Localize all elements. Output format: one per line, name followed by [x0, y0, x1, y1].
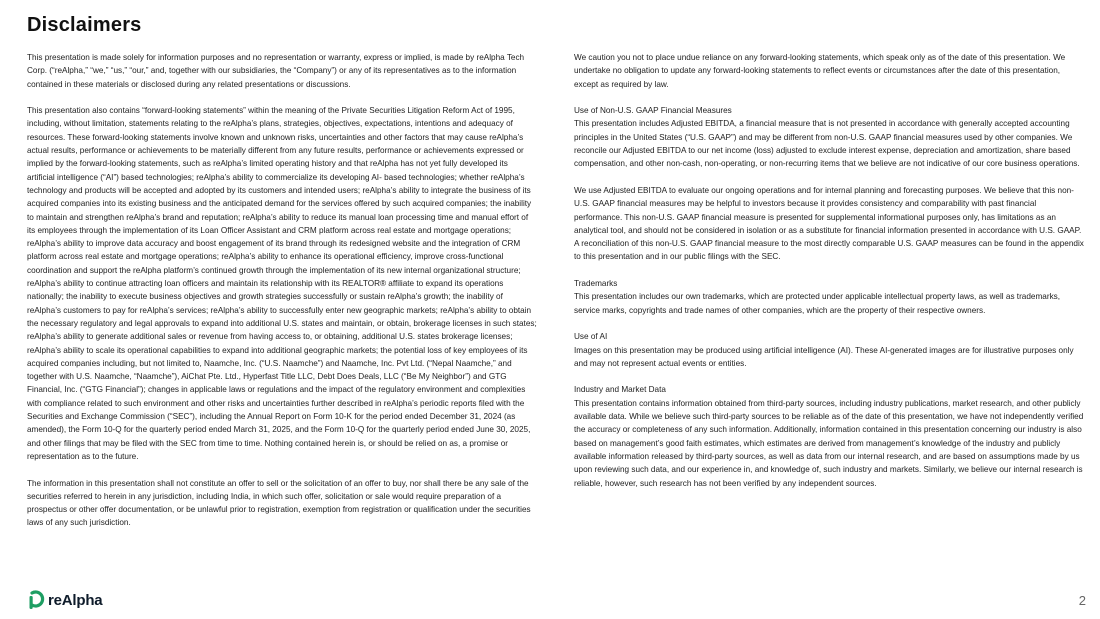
trademarks-paragraph: This presentation includes our own trademarks, which are protected under applicable intellectual property laws, as well as trademarks, service marks, copyrights and trade names of other companies, which are the property of their respective owners.: [574, 292, 1061, 315]
undue-reliance-paragraph: We caution you not to place undue reliance on any forward-looking statements, which speak only as of the date of this presentation. We undertake no obligation to update any forward-looking statements to reflect events or circumstances after the date of this presentation, except as required by law.: [574, 53, 1066, 89]
use-of-ai-heading: Use of AI: [574, 332, 608, 342]
trademarks-heading: Trademarks: [574, 279, 618, 289]
page-title: Disclaimers: [27, 14, 142, 36]
no-offer-paragraph: The information in this presentation shall not constitute an offer to sell or the solicitation of an offer to buy, nor shall there be any sale of the securities referred to herein in any jurisdiction, including India, in which such offer, solicitation or sale would require preparation of a prospectus or other offer documentation, or be unlawful prior to registration, exemption from registration or qualification under the securities laws of any such jurisdiction.: [27, 478, 531, 528]
disclaimer-intro-paragraph: This presentation is made solely for information purposes and no representation or warranty, express or implied, is made by reAlpha Tech Corp. (“reAlpha,” “we,” “us,” “our,” and, together with our subsidiaries, the “Company”) or any of its representatives as to the information contained in these materials or disclosed during any related presentations or discussions.: [27, 53, 525, 89]
left-column: [27, 51, 537, 543]
industry-market-data-paragraph: This presentation contains information obtained from third-party sources, including industry publications, market research, and other publicly available data. While we believe such third-party sources to be reliable as of the date of this presentation, we have not independently verified the accuracy or completeness of any such information. Additionally, information contained in this presentation concerning our industry is also based on management’s good faith estimates, which estimates are derived from management’s knowledge of the industry and publicly available information released by third-party sources, as well as data from our internal research, and are based on assumptions made by us upon reviewing such data, and our experience in, and knowledge of, such industry and markets. Similarly, we believe our internal research is reliable, however, such research has not been verified by any independent sources.: [574, 398, 1084, 488]
realpha-logo-icon: [28, 590, 46, 610]
use-of-ai-paragraph: Images on this presentation may be produced using artificial intelligence (AI). These AI-generated images are for illustrative purposes only and may not represent actual events or entities.: [574, 345, 1074, 368]
non-gaap-heading: Use of Non-U.S. GAAP Financial Measures: [574, 106, 732, 116]
forward-looking-statements-paragraph: This presentation also contains “forward-looking statements” within the meaning of the Private Securities Litigation Reform Act of 1995, including, without limitation, statements relating to the reAlpha’s plans, strategies, objectives, expectations, intentions and adequacy of resources. These forward-looking statements involve known and unknown risks, uncertainties and other factors that may cause reAlpha’s actual results, performance or achievements to be materially different from any future results, performance or achievements expressed or implied by the forward-looking statements, such as reAlpha’s limited operating history and that reAlpha has not yet fully developed its artificial intelligence (“AI”) based technologies; reAlpha’s ability to commercialize its developing AI- based technologies; whether reAlpha’s technology and products will be accepted and adopted by its customers and intended users; reAlpha’s ability to integrate the business of its acquired companies into its existing business and the anticipated demand for the services offered by such acquired companies; the inability to maintain and strengthen reAlpha’s brand and reputation; reAlpha’s ability to reduce its manual loan processing time and manual effort of its employees through the implementation of its Loan Officer Assistant and CRM platform across real estate and mortgage operations; reAlpha’s ability to improve data accuracy and boost engagement of its brand through its redesigned website and the integration of CRM platform across real estate and mortgage operations; reAlpha’s ability to enhance its operational efficiency, improve cross-functional coordination and support the reAlpha platform’s continued growth through the implementation of its new internal organizational structure; reAlpha’s ability to continue attracting loan officers and maintain its relationship with its REALTOR® affiliate to expand its operations nationally; the inability to execute business objectives and growth strategies successfully or sustain reAlpha’s growth; the inability of reAlpha’s customers to pay for reAlpha’s services; reAlpha’s ability to successfully enter new geographic markets; reAlpha’s ability to obtain the necessary regulatory and legal approvals to expand into additional U.S. states and maintain, or obtain, brokerage licenses in such states; reAlpha’s ability to generate additional sales or revenue from having access to, or obtaining, additional U.S. states brokerage licenses; reAlpha’s ability to scale its operational capabilities to expand into additional geographic markets; the potential loss of key employees of its acquired companies including, but not limited to, Naamche, Inc. (“U.S. Naamche”) and Naamche, Inc. Pvt Ltd. (“Nepal Naamche,” and together with U.S. Naamche, “Naamche”), AiChat Pte. Ltd., Hyperfast Title LLC, Debt Does Deals, LLC (“Be My Neighbor”) and GTG Financial, Inc. (“GTG Financial”); changes in applicable laws or regulations and the impact of the regulatory environment and complexities with compliance related to such environment and other risks and uncertainties further described in reAlpha’s periodic reports filed with the Securities and Exchange Commission (“SEC”), including the Annual Report on Form 10-K for the period ended December 31, 2024 (as amended), the Form 10-Q for the quarterly period ended March 31, 2025, and the Form 10-Q for the quarterly period ended June 30, 2025, and other filings that may be filed with the SEC from time to time. Nothing contained herein is, or should be relied on as, a promise or representation as to the future.: [27, 106, 537, 461]
non-gaap-paragraph-2: We use Adjusted EBITDA to evaluate our ongoing operations and for internal planning and forecasting purposes. We believe that this non-U.S. GAAP financial measures may be helpful to investors because it provides consistency and comparability with past financial performance. This non-U.S. GAAP financial measure is presented for supplemental informational purposes only, has limitations as an analytical tool, and should not be considered in isolation or as a substitute for financial information presented in accordance with U.S. GAAP. A reconciliation of this non-U.S. GAAP financial measure to the most directly comparable U.S. GAAP measures can be found in the appendix to this presentation and in our public filings with the SEC.: [574, 185, 1084, 262]
non-gaap-paragraph-1: This presentation includes Adjusted EBITDA, a financial measure that is not presented in accordance with generally accepted accounting principles in the United States (“U.S. GAAP”) and may be different from non-U.S. GAAP financial measures used by other companies. We reconcile our Adjusted EBITDA to our net income (loss) adjusted to exclude interest expense, depreciation and amortization, share based compensation, and other non-cash, non-operating, or non-recurring items that we believe are not indicative of our core business operations.: [574, 119, 1080, 169]
realpha-logo: [28, 590, 102, 610]
right-column: [574, 51, 1084, 503]
logo-wordmark: reAlpha: [48, 591, 103, 609]
page-number: 2: [1078, 593, 1086, 608]
industry-market-data-heading: Industry and Market Data: [574, 385, 666, 395]
